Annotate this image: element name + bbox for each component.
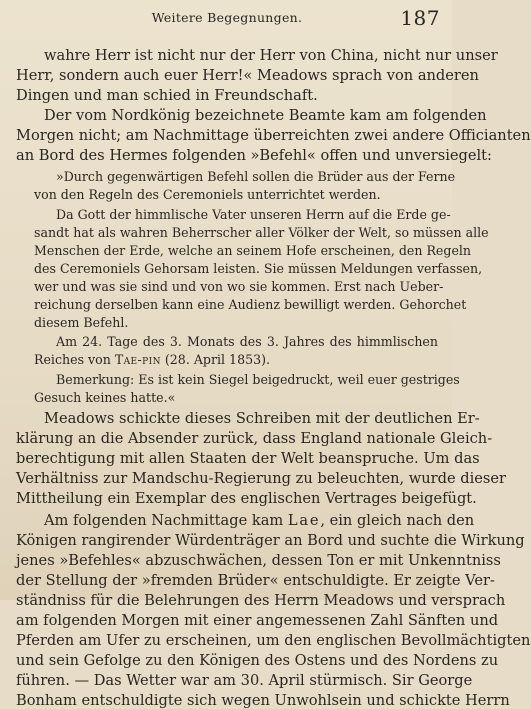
text-line xyxy=(34,352,438,367)
text-line: des Ceremoniels Gehorsam leisten. Sie müssen Meldungen verfassen, xyxy=(34,261,483,276)
text-line: von den Regeln des Ceremoniels unterrichtet werden. xyxy=(34,187,381,202)
text-line xyxy=(44,512,475,529)
text-line: am folgenden Morgen mit einer angemessenen Zahl Sänften und xyxy=(16,612,499,629)
text-line: reichung derselben kann eine Audienz bewilligt werden. Gehorchet xyxy=(34,297,467,312)
text-line: berechtigung mit allen Staaten der Welt beanspruche. Um das xyxy=(16,450,480,467)
text-line: jenes »Befehles« abzuschwächen, dessen Ton er mit Unkenntniss xyxy=(16,552,501,569)
text-line: führen. — Das Wetter war am 30. April stürmisch. Sir George xyxy=(16,672,473,689)
text-line: Gesuch keines hatte.« xyxy=(34,390,176,405)
text-line: Königen rangirender Würdenträger an Bord und suchte die Wirkung xyxy=(16,532,525,549)
text-line: wer und was sie sind und von wo sie kommen. Erst nach Ueber- xyxy=(34,279,444,294)
letterspaced-name: Lae xyxy=(287,512,321,529)
text-line: Da Gott der himmlische Vater unseren Herrn auf die Erde ge- xyxy=(56,207,451,222)
text-line: Der vom Nordkönig bezeichnete Beamte kam am folgenden xyxy=(44,107,487,124)
text-line: diesem Befehl. xyxy=(34,315,129,330)
running-title: Weitere Begegnungen. xyxy=(151,10,303,25)
text-fragment: , ein gleich nach den xyxy=(320,512,475,529)
text-line: Verhältniss zur Mandschu-Regierung zu beleuchten, wurde dieser xyxy=(16,470,507,487)
text-line: und sein Gefolge zu den Königen des Ostens und des Nordens zu xyxy=(16,652,499,669)
text-fragment: Am folgenden Nachmittage kam xyxy=(44,512,288,529)
text-line: Pferden am Ufer zu erscheinen, um den englischen Bevollmächtigten xyxy=(16,632,531,649)
text-line: sandt hat als wahren Beherrscher aller Völker der Welt, so müssen alle xyxy=(34,225,489,240)
text-line: Morgen nicht; am Nachmittage überreichten zwei andere Officianten xyxy=(16,127,531,144)
text-fragment: (28. April 1853). xyxy=(160,352,271,367)
text-line: ständniss für die Belehrungen des Herrn Meadows und versprach xyxy=(16,592,506,609)
text-line: Herr, sondern auch euer Herr!« Meadows sprach von anderen xyxy=(16,67,479,84)
text-line: an Bord des Hermes folgenden »Befehl« offen und unversiegelt: xyxy=(16,147,492,164)
page-number: 187 xyxy=(400,6,440,30)
text-line: Bonham entschuldigte sich wegen Unwohlsein und schickte Herrn xyxy=(16,692,510,709)
small-caps-name: Tae-pin xyxy=(114,352,161,367)
text-line: wahre Herr ist nicht nur der Herr von China, nicht nur unser xyxy=(44,47,498,64)
text-fragment: Reiches von xyxy=(34,352,115,367)
text-line: Meadows schickte dieses Schreiben mit der deutlichen Er- xyxy=(44,410,480,427)
text-line: Am 24. Tage des 3. Monats des 3. Jahres des himmlischen xyxy=(56,334,438,349)
text-line: Mittheilung ein Exemplar des englischen Vertrages beigefügt. xyxy=(16,490,477,507)
text-line: klärung an die Absender zurück, dass England nationale Gleich- xyxy=(16,430,493,447)
text-line: Bemerkung: Es ist kein Siegel beigedruckt, weil euer gestriges xyxy=(56,372,460,387)
text-line: der Stellung der »fremden Brüder« entschuldigte. Er zeigte Ver- xyxy=(16,572,495,589)
text-line: »Durch gegenwärtigen Befehl sollen die Brüder aus der Ferne xyxy=(56,169,456,184)
running-head xyxy=(14,6,440,30)
text-line: Menschen der Erde, welche an seinem Hofe erscheinen, den Regeln xyxy=(34,243,472,258)
text-line: Dingen und man schied in Freundschaft. xyxy=(16,87,318,104)
